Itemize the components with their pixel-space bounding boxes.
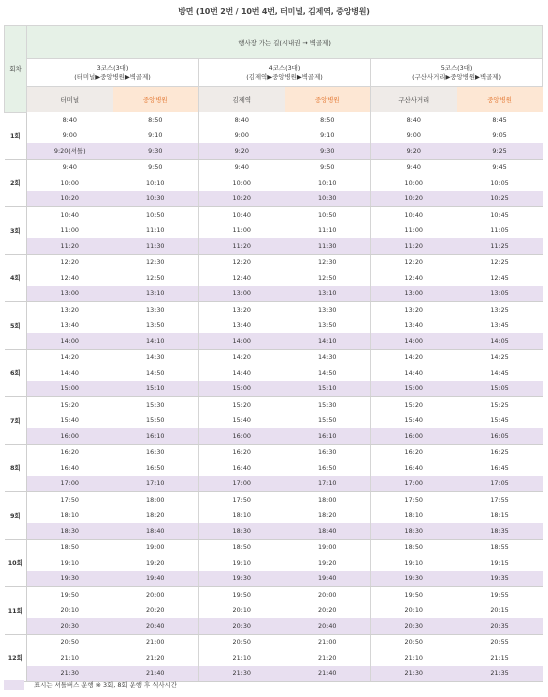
time-cell: 11:00 — [404, 226, 423, 235]
time-cell: 19:50 — [404, 590, 423, 599]
time-cell: 16:00 — [27, 428, 113, 444]
time-cell: 18:30 — [199, 523, 285, 539]
table-row — [5, 539, 543, 555]
time-cell: 18:30 — [371, 523, 457, 539]
time-cell: 14:50 — [113, 365, 199, 381]
table-row — [5, 159, 543, 175]
table-row — [5, 302, 543, 318]
stop-header: 중앙병원 — [113, 87, 199, 113]
time-cell: 12:20 — [404, 258, 423, 267]
time-cell: 17:00 — [27, 476, 113, 492]
time-cell: 16:40 — [404, 463, 423, 472]
time-cell: 11:30 — [285, 238, 371, 254]
course-name: 3코스(3대) — [96, 63, 129, 72]
table-row — [5, 333, 543, 349]
time-cell: 14:40 — [60, 368, 79, 377]
time-cell: 13:10 — [285, 286, 371, 302]
time-cell: 15:30 — [113, 397, 199, 413]
time-cell: 8:50 — [285, 112, 371, 128]
time-cell: 8:50 — [113, 112, 199, 128]
time-cell: 13:10 — [113, 286, 199, 302]
time-cell: 14:05 — [457, 333, 543, 349]
time-cell: 21:20 — [285, 650, 371, 666]
table-row — [5, 571, 543, 587]
time-cell: 9:50 — [113, 159, 199, 175]
table-row — [5, 175, 543, 191]
table-row — [5, 381, 543, 397]
time-cell: 20:55 — [490, 638, 509, 647]
time-cell: 12:20 — [232, 258, 251, 267]
table-row — [5, 603, 543, 619]
time-cell: 14:20 — [404, 353, 423, 362]
time-cell: 10:00 — [404, 178, 423, 187]
time-cell: 15:45 — [490, 416, 509, 425]
table-row — [5, 428, 543, 444]
time-cell: 12:30 — [113, 254, 199, 270]
time-cell: 11:00 — [60, 226, 79, 235]
time-cell: 13:05 — [457, 286, 543, 302]
time-cell: 21:35 — [457, 666, 543, 682]
time-cell: 20:00 — [113, 587, 199, 603]
time-cell: 10:20 — [27, 191, 113, 207]
time-cell: 15:30 — [285, 397, 371, 413]
time-cell: 14:40 — [404, 368, 423, 377]
time-cell: 10:40 — [404, 210, 423, 219]
time-cell: 14:30 — [285, 349, 371, 365]
time-cell: 15:40 — [232, 416, 251, 425]
time-cell: 13:20 — [60, 305, 79, 314]
time-cell: 19:10 — [232, 558, 251, 567]
time-cell: 15:50 — [113, 413, 199, 429]
time-cell: 18:10 — [404, 511, 423, 520]
time-cell: 16:10 — [285, 428, 371, 444]
table-row — [5, 444, 543, 460]
course-header-3 — [27, 59, 199, 87]
time-cell: 16:30 — [113, 444, 199, 460]
course-header-4 — [199, 59, 371, 87]
table-row — [5, 143, 543, 159]
time-cell: 9:50 — [285, 159, 371, 175]
time-cell: 9:00 — [406, 131, 421, 140]
time-cell: 18:50 — [232, 543, 251, 552]
time-cell: 11:20 — [199, 238, 285, 254]
time-cell: 9:20 — [199, 143, 285, 159]
time-cell: 17:00 — [371, 476, 457, 492]
time-cell: 20:35 — [457, 618, 543, 634]
time-cell: 12:20 — [60, 258, 79, 267]
time-cell: 15:50 — [285, 413, 371, 429]
time-cell: 12:45 — [490, 273, 509, 282]
stop-header: 터미널 — [27, 87, 113, 113]
time-cell: 15:10 — [285, 381, 371, 397]
round-label: 6회 — [5, 349, 27, 397]
time-cell: 13:40 — [232, 321, 251, 330]
time-cell: 14:00 — [27, 333, 113, 349]
time-cell: 10:30 — [285, 191, 371, 207]
time-cell: 20:10 — [232, 606, 251, 615]
time-cell: 9:05 — [492, 131, 507, 140]
legend-swatch — [4, 680, 24, 690]
time-cell: 19:15 — [490, 558, 509, 567]
time-cell: 20:40 — [285, 618, 371, 634]
table-row — [5, 508, 543, 524]
time-cell: 9:40 — [406, 163, 421, 172]
time-cell: 9:20(셔틀) — [27, 143, 113, 159]
table-row — [5, 413, 543, 429]
stop-header: 김제역 — [199, 87, 285, 113]
time-cell: 9:40 — [234, 163, 249, 172]
time-cell: 9:45 — [492, 163, 507, 172]
time-cell: 12:25 — [490, 258, 509, 267]
table-row — [5, 207, 543, 223]
time-cell: 16:30 — [285, 444, 371, 460]
course-name: 5코스(3대) — [440, 63, 473, 72]
time-cell: 10:20 — [199, 191, 285, 207]
round-label: 3회 — [5, 207, 27, 255]
time-cell: 15:00 — [27, 381, 113, 397]
time-cell: 12:40 — [60, 273, 79, 282]
time-cell: 13:00 — [27, 286, 113, 302]
time-cell: 16:00 — [199, 428, 285, 444]
time-cell: 20:50 — [404, 638, 423, 647]
time-cell: 13:50 — [113, 318, 199, 334]
time-cell: 12:40 — [232, 273, 251, 282]
time-cell: 10:50 — [113, 207, 199, 223]
round-label: 9회 — [5, 492, 27, 540]
table-row — [5, 492, 543, 508]
time-cell: 9:00 — [234, 131, 249, 140]
time-cell: 21:00 — [285, 634, 371, 650]
time-cell: 20:20 — [285, 603, 371, 619]
round-label: 2회 — [5, 159, 27, 207]
round-label: 5회 — [5, 302, 27, 350]
time-cell: 17:00 — [199, 476, 285, 492]
time-cell: 18:40 — [113, 523, 199, 539]
table-row — [5, 238, 543, 254]
time-cell: 13:45 — [490, 321, 509, 330]
page-title: 방면 (10번 2번 / 10번 4번, 터미널, 김제역, 중앙병원) — [178, 7, 370, 16]
time-cell: 18:00 — [113, 492, 199, 508]
time-cell: 18:10 — [232, 511, 251, 520]
time-cell: 13:00 — [371, 286, 457, 302]
time-cell: 12:30 — [285, 254, 371, 270]
time-cell: 20:10 — [404, 606, 423, 615]
time-cell: 20:40 — [113, 618, 199, 634]
time-cell: 14:30 — [113, 349, 199, 365]
time-cell: 21:15 — [490, 653, 509, 662]
time-cell: 15:00 — [371, 381, 457, 397]
time-cell: 12:50 — [113, 270, 199, 286]
round-column-header: 회차 — [5, 26, 27, 113]
time-cell: 13:00 — [199, 286, 285, 302]
time-cell: 20:20 — [113, 603, 199, 619]
time-cell: 10:40 — [232, 210, 251, 219]
round-label: 1회 — [5, 112, 27, 159]
time-cell: 12:40 — [404, 273, 423, 282]
table-row — [5, 523, 543, 539]
table-row — [5, 349, 543, 365]
table-row — [5, 460, 543, 476]
table-row — [5, 254, 543, 270]
time-cell: 20:15 — [490, 606, 509, 615]
table-row — [5, 112, 543, 128]
time-cell: 16:20 — [232, 448, 251, 457]
time-cell: 10:50 — [285, 207, 371, 223]
time-cell: 19:55 — [490, 590, 509, 599]
time-cell: 10:45 — [490, 210, 509, 219]
time-cell: 18:20 — [113, 508, 199, 524]
table-row — [5, 286, 543, 302]
time-cell: 18:10 — [60, 511, 79, 520]
table-row — [5, 223, 543, 239]
table-row — [5, 650, 543, 666]
time-cell: 18:30 — [27, 523, 113, 539]
time-cell: 10:20 — [371, 191, 457, 207]
course-route: (구산사거리▶중앙병원▶벽골제) — [412, 72, 501, 81]
table-row — [5, 555, 543, 571]
time-cell: 15:25 — [490, 400, 509, 409]
time-cell: 20:30 — [199, 618, 285, 634]
time-cell: 10:05 — [490, 178, 509, 187]
time-cell: 13:20 — [404, 305, 423, 314]
time-cell: 17:05 — [457, 476, 543, 492]
time-cell: 19:50 — [232, 590, 251, 599]
time-cell: 9:10 — [113, 128, 199, 144]
stop-header: 구산사거리 — [371, 87, 457, 113]
table-row — [5, 270, 543, 286]
time-cell: 16:10 — [113, 428, 199, 444]
time-cell: 8:40 — [62, 115, 77, 124]
time-cell: 14:40 — [232, 368, 251, 377]
course-route: (김제역▶중앙병원▶벽골제) — [246, 72, 323, 81]
time-cell: 12:50 — [285, 270, 371, 286]
time-cell: 16:40 — [60, 463, 79, 472]
time-cell: 21:00 — [113, 634, 199, 650]
time-cell: 21:10 — [232, 653, 251, 662]
time-cell: 9:00 — [62, 131, 77, 140]
route-title: 행사장 가는 길(시내권 → 벽골제) — [27, 26, 543, 59]
time-cell: 21:30 — [27, 666, 113, 682]
time-cell: 21:40 — [285, 666, 371, 682]
time-cell: 19:30 — [199, 571, 285, 587]
time-cell: 9:30 — [285, 143, 371, 159]
time-cell: 18:40 — [285, 523, 371, 539]
time-cell: 11:20 — [371, 238, 457, 254]
time-cell: 18:00 — [285, 492, 371, 508]
round-label: 4회 — [5, 254, 27, 302]
time-cell: 10:10 — [113, 175, 199, 191]
time-cell: 20:00 — [285, 587, 371, 603]
time-cell: 16:40 — [232, 463, 251, 472]
time-cell: 11:25 — [457, 238, 543, 254]
time-cell: 11:30 — [113, 238, 199, 254]
time-cell: 19:30 — [27, 571, 113, 587]
time-cell: 17:55 — [490, 495, 509, 504]
table-row — [5, 191, 543, 207]
time-cell: 20:50 — [60, 638, 79, 647]
time-cell: 16:20 — [404, 448, 423, 457]
time-cell: 17:50 — [404, 495, 423, 504]
time-cell: 9:20 — [371, 143, 457, 159]
time-cell: 19:00 — [285, 539, 371, 555]
time-cell: 18:50 — [404, 543, 423, 552]
time-cell: 10:10 — [285, 175, 371, 191]
time-cell: 14:00 — [371, 333, 457, 349]
time-cell: 14:10 — [285, 333, 371, 349]
time-cell: 13:25 — [490, 305, 509, 314]
time-cell: 9:40 — [62, 163, 77, 172]
time-cell: 16:25 — [490, 448, 509, 457]
time-cell: 21:30 — [371, 666, 457, 682]
time-cell: 13:30 — [285, 302, 371, 318]
time-cell: 15:40 — [60, 416, 79, 425]
time-cell: 11:10 — [113, 223, 199, 239]
round-label: 10회 — [5, 539, 27, 587]
time-cell: 8:40 — [406, 115, 421, 124]
shuttle-timetable — [4, 25, 543, 682]
time-cell: 21:30 — [199, 666, 285, 682]
time-cell: 21:10 — [404, 653, 423, 662]
time-cell: 15:10 — [113, 381, 199, 397]
time-cell: 14:45 — [490, 368, 509, 377]
time-cell: 14:00 — [199, 333, 285, 349]
table-row — [5, 634, 543, 650]
time-cell: 10:25 — [457, 191, 543, 207]
table-row — [5, 397, 543, 413]
time-cell: 21:10 — [60, 653, 79, 662]
time-cell: 11:20 — [27, 238, 113, 254]
round-label: 7회 — [5, 397, 27, 445]
course-header-5 — [371, 59, 543, 87]
time-cell: 14:25 — [490, 353, 509, 362]
time-cell: 19:40 — [113, 571, 199, 587]
round-label: 11회 — [5, 587, 27, 635]
course-route: (터미널▶중앙병원▶벽골제) — [74, 72, 151, 81]
time-cell: 13:40 — [60, 321, 79, 330]
time-cell: 19:35 — [457, 571, 543, 587]
time-cell: 15:40 — [404, 416, 423, 425]
time-cell: 20:50 — [232, 638, 251, 647]
time-cell: 16:50 — [113, 460, 199, 476]
time-cell: 10:00 — [60, 178, 79, 187]
time-cell: 13:50 — [285, 318, 371, 334]
stop-header: 중앙병원 — [457, 87, 543, 113]
time-cell: 9:25 — [457, 143, 543, 159]
table-row — [5, 318, 543, 334]
time-cell: 20:10 — [60, 606, 79, 615]
time-cell: 18:20 — [285, 508, 371, 524]
time-cell: 21:40 — [113, 666, 199, 682]
time-cell: 16:20 — [60, 448, 79, 457]
time-cell: 19:40 — [285, 571, 371, 587]
time-cell: 9:30 — [113, 143, 199, 159]
time-cell: 18:15 — [490, 511, 509, 520]
time-cell: 10:30 — [113, 191, 199, 207]
time-cell: 18:35 — [457, 523, 543, 539]
time-cell: 11:05 — [490, 226, 509, 235]
time-cell: 9:10 — [285, 128, 371, 144]
time-cell: 11:10 — [285, 223, 371, 239]
time-cell: 10:00 — [232, 178, 251, 187]
time-cell: 10:40 — [60, 210, 79, 219]
time-cell: 19:20 — [113, 555, 199, 571]
time-cell: 21:20 — [113, 650, 199, 666]
time-cell: 20:30 — [371, 618, 457, 634]
table-row — [5, 476, 543, 492]
time-cell: 13:20 — [232, 305, 251, 314]
round-label: 12회 — [5, 634, 27, 682]
table-row — [5, 618, 543, 634]
time-cell: 8:45 — [492, 115, 507, 124]
time-cell: 8:40 — [234, 115, 249, 124]
time-cell: 19:50 — [60, 590, 79, 599]
time-cell: 14:10 — [113, 333, 199, 349]
time-cell: 15:20 — [404, 400, 423, 409]
time-cell: 16:50 — [285, 460, 371, 476]
time-cell: 15:05 — [457, 381, 543, 397]
table-row — [5, 365, 543, 381]
time-cell: 18:55 — [490, 543, 509, 552]
legend-text: 표시는 셔틀버스 운행 ※ 3회, 8회 운행 후 식사시간 — [34, 681, 177, 689]
time-cell: 17:50 — [60, 495, 79, 504]
time-cell: 14:50 — [285, 365, 371, 381]
time-cell: 19:10 — [60, 558, 79, 567]
time-cell: 19:10 — [404, 558, 423, 567]
table-row — [5, 128, 543, 144]
stop-header: 중앙병원 — [285, 87, 371, 113]
time-cell: 16:05 — [457, 428, 543, 444]
time-cell: 19:30 — [371, 571, 457, 587]
course-name: 4코스(3대) — [268, 63, 301, 72]
time-cell: 13:30 — [113, 302, 199, 318]
time-cell: 15:20 — [60, 400, 79, 409]
time-cell: 17:10 — [113, 476, 199, 492]
time-cell: 14:20 — [232, 353, 251, 362]
time-cell: 11:00 — [232, 226, 251, 235]
time-cell: 16:45 — [490, 463, 509, 472]
time-cell: 17:10 — [285, 476, 371, 492]
time-cell: 19:00 — [113, 539, 199, 555]
round-label: 8회 — [5, 444, 27, 492]
time-cell: 15:20 — [232, 400, 251, 409]
time-cell: 13:40 — [404, 321, 423, 330]
time-cell: 14:20 — [60, 353, 79, 362]
time-cell: 15:00 — [199, 381, 285, 397]
time-cell: 20:30 — [27, 618, 113, 634]
time-cell: 18:50 — [60, 543, 79, 552]
table-row — [5, 587, 543, 603]
time-cell: 19:20 — [285, 555, 371, 571]
time-cell: 16:00 — [371, 428, 457, 444]
time-cell: 17:50 — [232, 495, 251, 504]
